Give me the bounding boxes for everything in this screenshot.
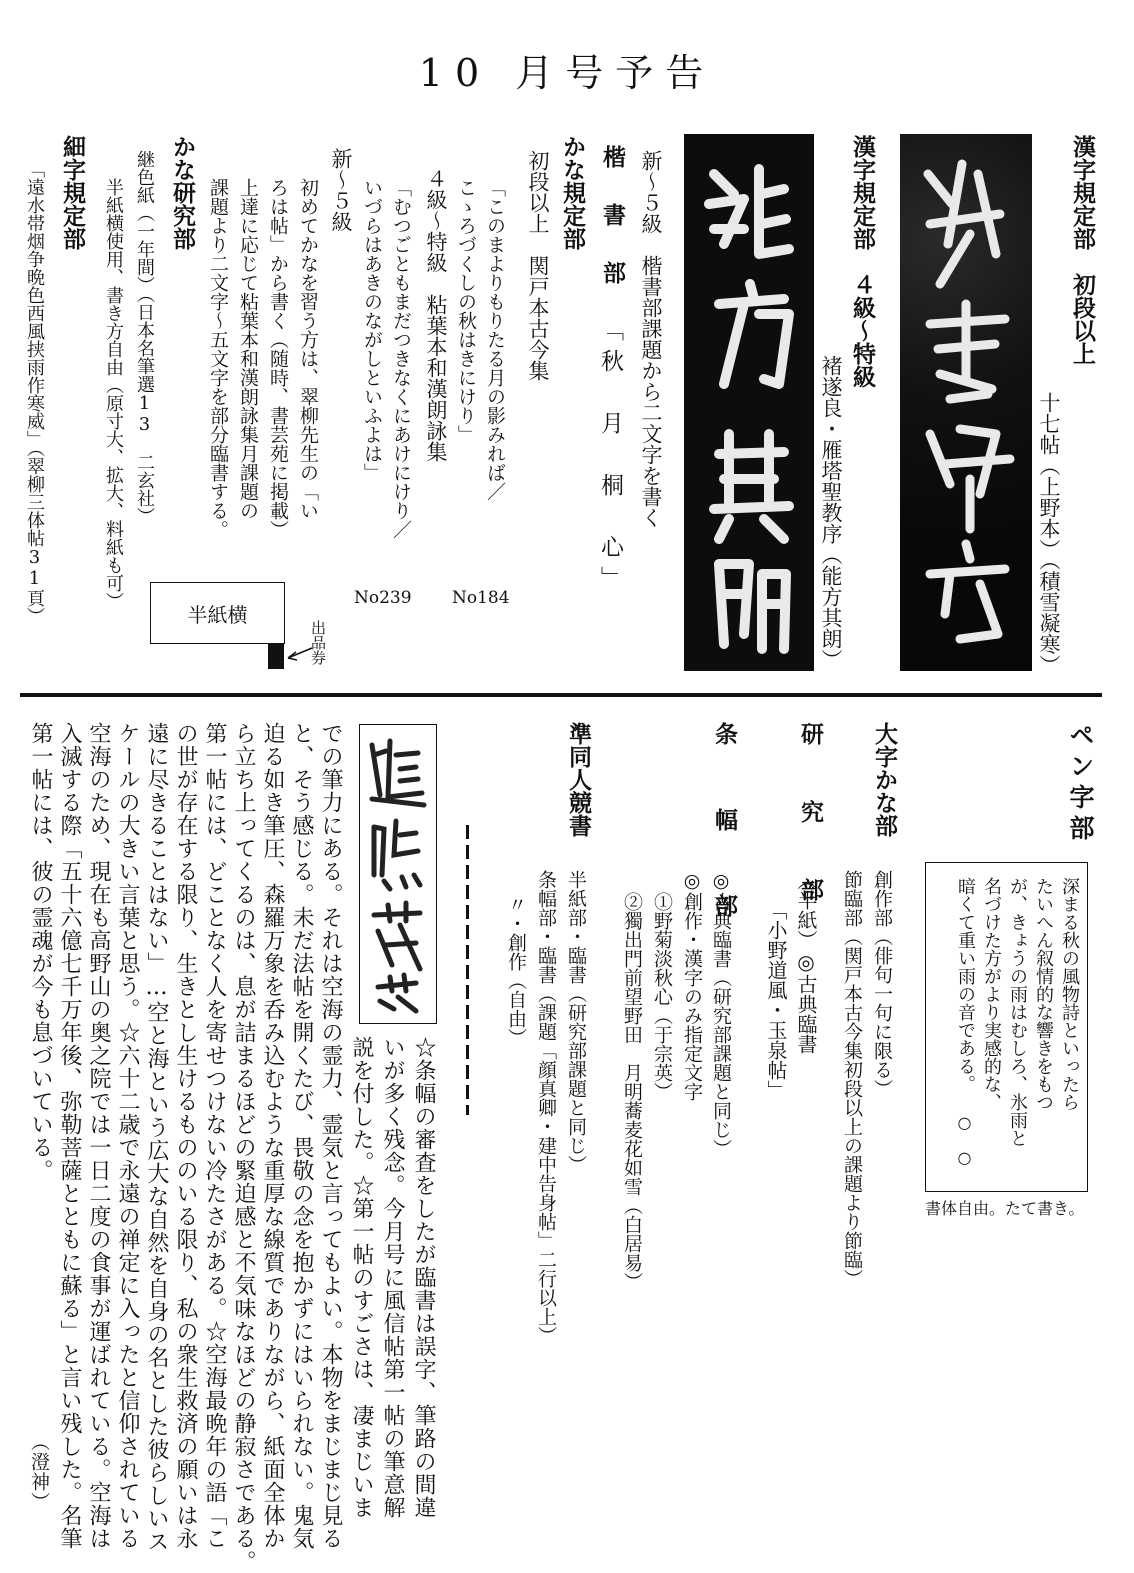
zuisou-calligraphy-icon [360,725,435,1022]
kana-poem2-b: いづらはあきのながしといふよは」 [361,178,383,482]
kana-desc-4: 課題より二文字〜五文字を部分臨書する。 [207,178,229,539]
kanji-subject-jushichijo: 十七帖（上野本）（積雪凝寒） [1037,392,1061,676]
kenkyu-line1: （半紙）◎古典臨書 [794,870,818,1054]
hanshi-yoko-diagram [150,582,285,644]
essay-star-3: 説を付した。☆第一帖のすごさは、凄まじいま [349,1036,374,1519]
calligraphy-image-sekisetsu [900,134,1032,671]
jundojin-line1: 半紙部・臨書（研究部課題と同じ） [565,870,587,1174]
essay-star-2: いが多く残念。今月号に風信帖第一帖の筆意解 [380,1036,405,1519]
daiji-kana-line1: 創作部（俳句一句に限る） [871,870,893,1098]
joufuku-heading: 条 幅 部 [711,722,737,937]
kana-poem1-a: 「このまよりもりたる月の影みれば／ [484,178,506,501]
pen-line-4: 名づけた方がより実感的な、 [981,877,1002,1111]
joufuku-line4: ②獨出門前望野田 月明蕎麦花如雪（白居易） [621,892,643,1291]
dashed-separator [466,825,469,1115]
pen-line-3: が、きょうの雨はむしろ、氷雨と [1007,877,1028,1147]
essay-col-10: 入滅する際「五十六億七千万年後、弥勒菩薩とともに蘇る」と言い残した。名筆 [57,722,82,1550]
essay-col-11: 第一帖には、彼の霊魂が今も息づいている。 [28,722,53,1182]
essay-signature: （澄神） [28,1432,50,1512]
kana-rules-level-shodan: 初段以上 関戸本古今集 [526,150,550,381]
pen-line-5: 暗くて重い雨の音である。 [955,877,976,1093]
kana-rules-level-4kyu: ４級〜特級 粘葉本和漢朗詠集 [424,168,448,462]
essay-col-7: 遠に尽きることはない」…空と海という広大な自然を自身の名とした彼らしいス [144,722,169,1553]
kana-number-184: No184 [452,588,510,608]
kenkyu-line2: 「小野道風・玉泉帖」 [764,900,788,1100]
saiji-subject: 「遠水帯烟争晩色西風挟雨作寒威」（翠柳三体帖31頁） [24,160,45,625]
kanji-subject-gantou: 褚遂良・雁塔聖教序（能方其朗） [819,355,843,670]
essay-col-2: と、そう感じる。未だ法帖を開くたび、畏敬の念を抱かずにはいられない。鬼気 [289,722,314,1550]
kana-desc-3: 上達に応じて粘葉本和漢朗詠集月課題の [237,178,259,520]
jundojin-line2: 条幅部・臨書（課題「顔真卿・建中告身帖」二行以上） [535,870,557,1345]
essay-col-5: 第一帖には、どことなく人を寄せつけない冷たさがある。☆空海最晩年の語「こ [202,722,227,1550]
daiji-kana-line2: 節臨部（関戸本古今集初段以上の課題より節臨） [841,870,863,1288]
kana-rules-level-shin5: 新〜５級 [329,148,353,232]
kana-poem2-a: 「むつごともまだつきなくにあけにけり／ [390,178,412,539]
section-divider [20,693,1102,697]
kaisho-line-shin5: 新〜５級 楷書部課題から二文字を書く [639,150,663,528]
page-title: 10 月号予告 [418,51,716,95]
kaisho-heading: 楷 書 部 [599,145,625,290]
kana-number-239: No239 [354,588,412,608]
ticket-label: 出品券 [309,620,327,665]
daiji-kana-heading: 大字かな部 [871,722,897,837]
jundojin-line3: 〃・創作（自由） [505,895,527,1047]
pen-heading: ペン字部 [1066,722,1095,846]
joufuku-line3: ①野菊淡秋心（于宗英） [651,892,673,1101]
kana-research-line2: 半紙横使用、書き方自由（原寸大、拡大、料紙も可） [103,178,124,610]
kanji-heading-shodan: 漢字規定部 初段以上 [1069,135,1095,365]
essay-star-1: ☆条幅の審査をしたが臨書は誤字、筆路の間違 [411,1036,436,1519]
pen-line-2: たいへん叙情的な響きをもつ [1033,877,1054,1111]
saiji-heading: 細字規定部 [59,135,85,250]
ticket-marker [268,644,284,669]
pen-footnote: 書体自由。たて書き。 [925,1199,1085,1218]
kanji-heading-4kyu: 漢字規定部 ４級〜特級 [849,135,875,388]
essay-col-3: 迫る如き筆圧、森羅万象を呑み込むような重厚な線質でありながら、紙面全体か [260,722,285,1550]
joufuku-line2: ◎創作・漢字のみ指定文字 [681,870,703,1101]
pen-sample-box [925,862,1088,1192]
hanshi-yoko-label: 半紙横 [187,602,248,627]
essay-col-9: 空海のため、現在も高野山の奥之院では一日二度の食事が運ばれている。空海は [86,722,111,1550]
kana-rules-heading: かな規定部 [559,135,585,250]
essay-col-8: ケールの大きい言葉と思う。☆六十二歳で永遠の禅定に入ったと信仰されている [115,722,140,1550]
pen-signature: ○ ○ [955,1113,974,1183]
kana-research-heading: かな研究部 [169,135,195,250]
kana-desc-1: 初めてかなを習う方は、翠柳先生の「い [297,178,319,520]
zuisou-title-box [359,724,437,1024]
jundojin-heading: 準同人競書 [565,722,591,837]
kana-poem1-b: こゝろづくしの秋はきにけり」 [455,178,477,444]
kana-research-line1: 継色紙（一年間）（日本名筆選13 二玄社） [134,150,155,525]
kaisho-subject: 「秋 月 桐 心」 [597,318,623,597]
pen-line-1: 深まる秋の風物詩といったら [1059,877,1080,1111]
essay-col-1: での筆力にある。それは空海の霊力、霊気と言ってもよい。本物をまじまじ見る [318,722,343,1550]
essay-col-4: ら立ち上ってくるのは、息が詰まるほどの緊迫感と不気味なほどの静寂さである。 [231,722,256,1573]
kenkyu-heading: 研 究 部 [797,722,823,917]
joufuku-line1: ◎古典臨書（研究部課題と同じ） [710,870,732,1158]
kana-desc-2: ろは帖」から書く（随時、書芸苑に掲載） [267,178,289,539]
essay-col-6: の世が存在する限り、生きとし生けるもののいる限り、私の衆生救済の願いは永 [173,722,198,1550]
calligraphy-image-nouhoukirou [684,134,814,671]
